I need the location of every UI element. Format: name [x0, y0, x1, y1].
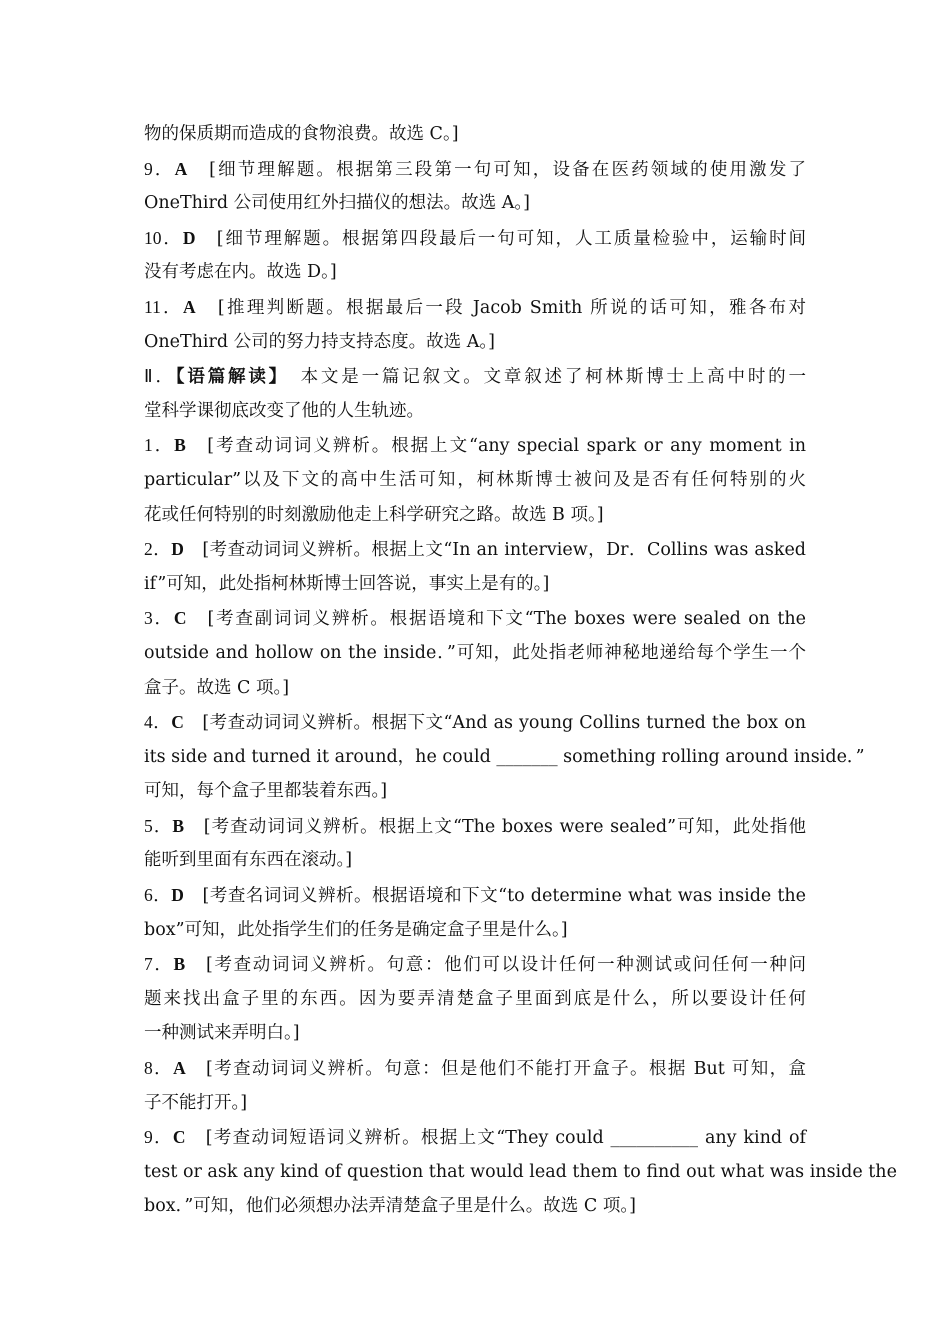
text-line: [144, 843, 806, 878]
line-text: [细节理解题。根据第四段最后一句可知，人工质量检验中，运输时间: [195, 228, 806, 249]
text-line: [144, 117, 806, 152]
answer-letter: A: [173, 1058, 186, 1079]
answer-letter: B: [174, 435, 186, 456]
line-text: 盒子。故选 C 项。]: [144, 677, 290, 698]
line-text: [考查动词词义辨析。句意：但是他们不能打开盒子。根据 But 可知，盒: [185, 1059, 807, 1080]
text-line: [144, 1086, 806, 1121]
answer-letter: B: [173, 954, 186, 975]
text-line: [144, 394, 806, 429]
text-line: [144, 325, 806, 360]
line-text: 没有考虑在内。故选 D。]: [144, 262, 337, 283]
answer-line: [144, 532, 806, 567]
answer-letter: C: [173, 608, 187, 629]
answer-line: [144, 221, 806, 256]
question-number: 10．: [144, 227, 183, 248]
line-text: 子不能打开。]: [144, 1092, 248, 1113]
text-line: [144, 567, 806, 602]
answer-letter: D: [171, 885, 184, 906]
answer-line: [144, 1051, 806, 1086]
line-text: [考查动词词义辨析。根据下文“And as young Collins turned the box on: [183, 713, 807, 734]
line-text: [考查动词词义辨析。根据上文“any special spark or any moment in: [185, 436, 806, 457]
line-text: 一种测试来弄明白。]: [144, 1023, 300, 1044]
line-text: OneThird 公司的努力持支持态度。故选 A。]: [144, 331, 495, 352]
line-text: box．”可知，他们必须想办法弄清楚盒子里是什么。故选 C 项。]: [144, 1196, 636, 1217]
line-text: OneThird 公司使用红外扫描仪的想法。故选 A。]: [144, 193, 530, 214]
answer-line: [144, 1120, 806, 1155]
text-line: [144, 636, 806, 671]
line-text: if”可知，此处指柯林斯博士回答说，事实上是有的。]: [144, 573, 550, 594]
line-text: [考查动词短语词义辨析。根据上文“They could __________ any kind of: [185, 1128, 806, 1149]
question-number: 3．: [144, 608, 174, 629]
line-text: [考查副词词义辨析。根据语境和下文“The boxes were sealed on the: [186, 609, 807, 630]
document-page: [144, 117, 897, 1224]
answer-line: [144, 809, 806, 844]
answer-line: [144, 878, 806, 913]
question-number: 1．: [144, 435, 175, 456]
text-line: [144, 774, 806, 809]
text-line: [144, 255, 806, 290]
section-heading-line: [144, 359, 806, 394]
answer-line: [144, 152, 806, 187]
line-text: 堂科学课彻底改变了他的人生轨迹。: [144, 400, 424, 421]
line-text: 本文是一篇记叙文。文章叙述了柯林斯博士上高中时的一: [280, 367, 807, 388]
text-line: [144, 1155, 897, 1190]
answer-letter: B: [172, 815, 185, 836]
section-heading: 【语篇解读】: [175, 367, 281, 388]
question-number: 7．: [144, 954, 174, 975]
answer-line: [144, 601, 806, 636]
answer-letter: A: [183, 296, 196, 317]
line-text: [考查动词词义辨析。句意：他们可以设计任何一种测试或问任何一种问: [185, 955, 807, 976]
line-text: its side and turned it around，he could _______ something rolling around inside．”: [144, 746, 865, 767]
question-number: 9．: [144, 1127, 173, 1148]
line-text: 能听到里面有东西在滚动。]: [144, 850, 353, 871]
answer-letter: D: [182, 227, 196, 248]
line-text: box”可知，此处指学生们的任务是确定盒子里是什么。]: [144, 919, 568, 940]
answer-line: [144, 705, 806, 740]
question-number: 2．: [144, 539, 172, 560]
text-line: [144, 740, 865, 775]
line-text: [考查动词词义辨析。根据上文“The boxes were sealed”可知，此处指他: [184, 816, 806, 837]
line-text: particular”以及下文的高中生活可知，柯林斯博士被问及是否有任何特别的火: [144, 469, 806, 490]
text-line: [144, 1016, 806, 1051]
line-text: outside and hollow on the inside．”可知，此处指老师神秘地递给每个学生一个: [144, 642, 806, 663]
text-line: [144, 1189, 806, 1224]
answer-letter: A: [174, 158, 188, 179]
line-text: [推理判断题。根据最后一段 Jacob Smith 所说的话可知，雅各布对: [195, 297, 806, 318]
line-text: 物的保质期而造成的食物浪费。故选 C。]: [144, 124, 459, 144]
question-number: 9．: [144, 158, 175, 179]
answer-letter: C: [172, 1127, 186, 1148]
answer-letter: C: [171, 712, 184, 733]
text-line: [144, 186, 806, 221]
text-line: [144, 913, 806, 948]
section-number: Ⅱ．: [144, 366, 176, 387]
line-text: [考查名词词义辨析。根据语境和下文“to determine what was inside the: [183, 886, 807, 907]
answer-line: [144, 428, 806, 463]
line-text: [细节理解题。根据第三段第一句可知，设备在医药领域的使用激发了: [187, 159, 807, 180]
answer-letter: D: [171, 539, 184, 560]
text-line: [144, 982, 806, 1017]
question-number: 11．: [144, 296, 184, 317]
line-text: 花或任何特别的时刻激励他走上科学研究之路。故选 B 项。]: [144, 504, 604, 525]
text-line: [144, 463, 806, 498]
answer-line: [144, 947, 806, 982]
question-number: 4．: [144, 712, 172, 733]
answer-line: [144, 290, 806, 325]
line-text: 可知，每个盒子里都装着东西。]: [144, 781, 388, 802]
text-line: [144, 671, 806, 706]
text-line: [144, 498, 806, 533]
line-text: [考查动词词义辨析。根据上文“In an interview，Dr．Collins was asked: [183, 540, 807, 561]
line-text: test or ask any kind of question that would lead them to find out what was inside the: [144, 1161, 897, 1182]
question-number: 8．: [144, 1058, 174, 1079]
line-text: 题来找出盒子里的东西。因为要弄清楚盒子里面到底是什么，所以要设计任何: [144, 988, 806, 1009]
question-number: 6．: [144, 885, 172, 906]
question-number: 5．: [144, 815, 173, 836]
